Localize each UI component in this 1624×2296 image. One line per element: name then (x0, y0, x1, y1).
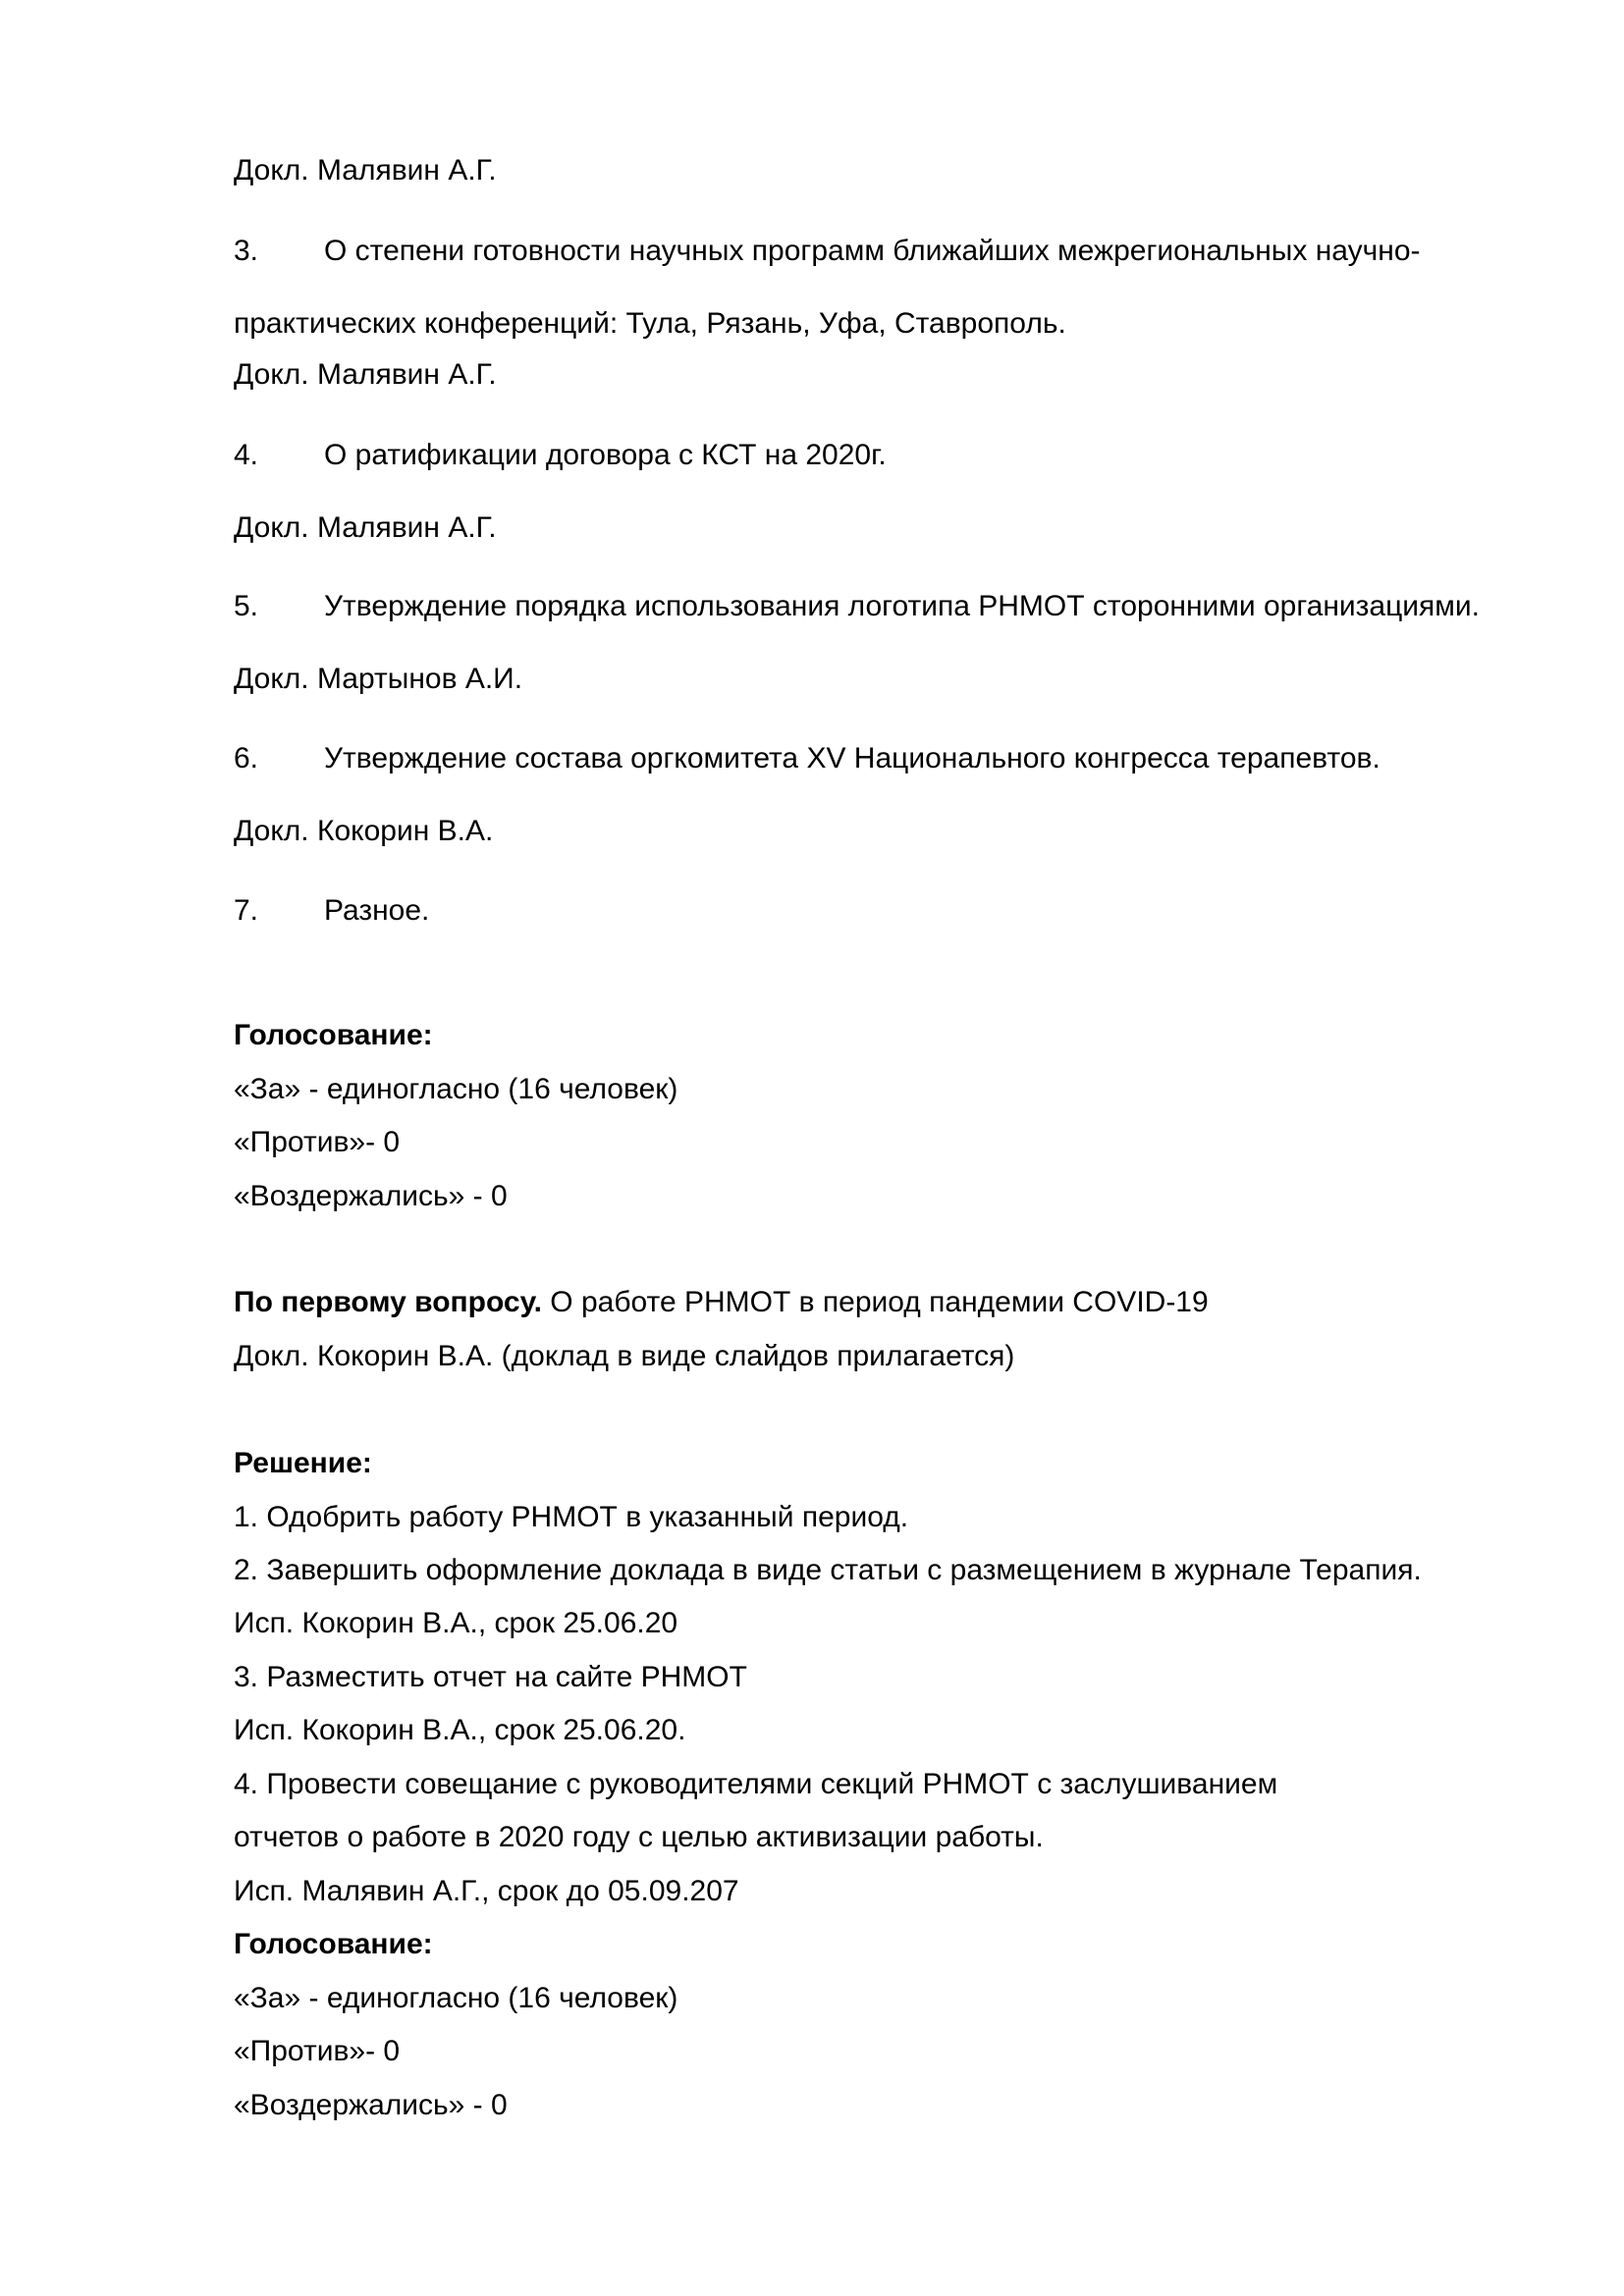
question1-line (234, 1285, 1209, 1320)
question1-topic: О работе РНМОТ в период пандемии COVID-19 (541, 1286, 1209, 1318)
item5-number: 5. (234, 590, 259, 622)
vote1-for: «За» - единогласно (16 человек) (234, 1073, 678, 1105)
item6-text: Утверждение состава оргкомитета XV Национального конгресса терапевтов. (324, 742, 1380, 774)
decision-line: Исп. Кокорин В.А., срок 25.06.20. (234, 1714, 686, 1746)
decision-line: Исп. Малявин А.Г., срок до 05.09.207 (234, 1875, 739, 1907)
vote2-abstained: «Воздержались» - 0 (234, 2089, 508, 2121)
vote1-against: «Против»- 0 (234, 1126, 401, 1158)
vote2-heading: Голосование: (234, 1928, 433, 1960)
item3-number: 3. (234, 235, 259, 267)
item4-number: 4. (234, 439, 259, 471)
item3-text-line2: практических конференций: Тула, Рязань, Уфа, Ставрополь. (234, 307, 1066, 340)
decision-line: отчетов о работе в 2020 году с целью активизации работы. (234, 1821, 1044, 1853)
item4-text: О ратификации договора с КСТ на 2020г. (324, 439, 887, 471)
vote1-abstained: «Воздержались» - 0 (234, 1180, 508, 1212)
item7-text: Разное. (324, 894, 430, 927)
item3-text-line1: О степени готовности научных программ ближайших межрегиональных научно- (324, 235, 1421, 267)
decision-line: 4. Провести совещание с руководителями секций РНМОТ с заслушиванием (234, 1768, 1278, 1800)
item6-number: 6. (234, 742, 259, 774)
vote2-against: «Против»- 0 (234, 2035, 401, 2067)
vote2-for: «За» - единогласно (16 человек) (234, 1982, 678, 2014)
decision-line: 2. Завершить оформление доклада в виде статьи с размещением в журнале Терапия. (234, 1554, 1422, 1586)
item7-number: 7. (234, 894, 259, 927)
item2-speaker: Докл. Малявин А.Г. (234, 154, 497, 187)
item5-text: Утверждение порядка использования логотипа РНМОТ сторонними организациями. (324, 590, 1480, 622)
question1-speaker: Докл. Кокорин В.А. (доклад в виде слайдов прилагается) (234, 1340, 1015, 1372)
decision-line: 1. Одобрить работу РНМОТ в указанный период. (234, 1501, 909, 1533)
item4-speaker: Докл. Малявин А.Г. (234, 511, 497, 544)
item3-speaker: Докл. Малявин А.Г. (234, 358, 497, 391)
vote1-heading: Голосование: (234, 1019, 433, 1051)
decision-heading: Решение: (234, 1447, 372, 1479)
decision-line: Исп. Кокорин В.А., срок 25.06.20 (234, 1607, 678, 1639)
item6-speaker: Докл. Кокорин В.А. (234, 815, 494, 847)
item5-speaker: Докл. Мартынов А.И. (234, 663, 523, 695)
decision-line: 3. Разместить отчет на сайте РНМОТ (234, 1661, 747, 1693)
question1-label: По первому вопросу. (234, 1286, 542, 1318)
